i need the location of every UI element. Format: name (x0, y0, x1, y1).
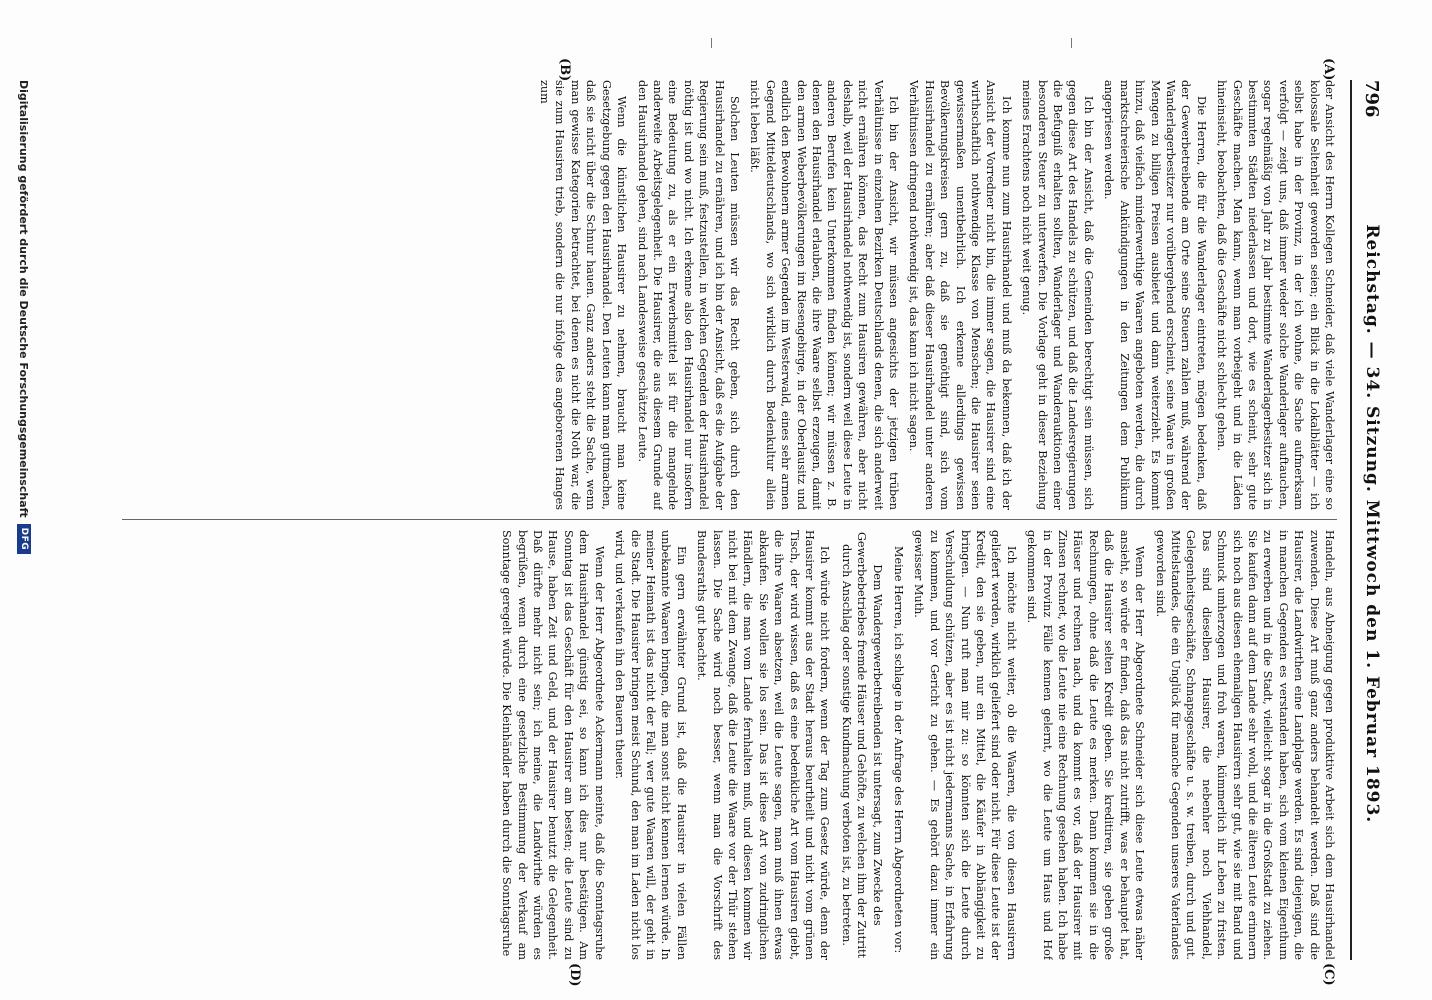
digitization-credit (11, 80, 37, 960)
credit-text: Digitalisierung gefördert durch die Deutsche Forschungsgemeinschaft (17, 80, 31, 518)
paragraph: der Ansicht des Herrn Kollegen Schneider, daß viele Wanderlager eine so kolossale Seltenheit geworden seien; ein Blick in die Lokalblätter — ich selbst habe in der Provinz, in der ich wohne, die Sache aufmerksam verfolgt — zeigt uns, daß immer wieder solche Wanderlager auftauchen, sogar regelmäßig von Jahr zu Jahr bestimmte Wanderlagerbesitzer sich in bestimmten Städten niederlassen und dort, wie es scheint, sehr gute Geschäfte machen. Man kann, wenn man vorbeigeht und in die Läden hineinsieht, beobachten, daß die Geschäfte nicht schlecht gehen. (1215, 80, 1336, 510)
paragraph: Ich bin der Ansicht, daß die Gemeinden berechtigt sein müssen, sich gegen diese Art des Handels zu schützen, und daß die Landesregierungen die Befugniß erhalten sollten, Wanderlager und Wanderauktionen einer besonderen Steuer zu unterwerfen. Die Vorlage geht in dieser Beziehung meines Erachtens noch nicht weit genug. (1020, 80, 1095, 510)
paragraph: Wenn der Herr Abgeordnete Ackermann meinte, daß die Sonntagsruhe dem Hausirhandel günstig sei, so kann ich dies nur bestätigen. Am Sonntag ist das Geschäft für den Hausirer am besten; die Leute sind zu Hause, haben Zeit und Geld, und der Hausirer benutzt die Gelegenheit. Daß dürfte mehr nicht sein; ich meine, die Landwirthe würden es begrüßen, wenn durch eine gesetzliche Bestimmung der Verkauf am Sonntage geregelt würde. Die Kleinhändler haben durch die Sonntagsruhe (500, 530, 606, 960)
dfg-logo-icon: DFG (17, 524, 31, 555)
margin-tick (711, 38, 712, 48)
paragraph: Wenn die künstlichen Hausirer zu nehmen, braucht man keine Gesetzgebung gegen den Hausirhandel. Den Leuten kann man gutmachen, daß sie nicht über die Schnur hauen. Ganz anders steht die Sache, wenn man gewisse Kategorien betrachtet, bei denen es nicht die Noth war, die sie zum Hausiren trieb, sondern die nur infolge des angeborenen Hanges zum (538, 80, 629, 510)
margin-marker-b: (B) (557, 58, 572, 82)
paragraph: Ich komme nun zum Hausirhandel und muß da bekennen, daß ich der Ansicht der Vorredner nicht bin, die immer sagen, die Hausirer sind eine wirthschaftlich nothwendige Klasse von Menschen; die Hausirer seien gewissermaßen unentbehrlich. Ich erkenne allerdings gewissen Bevölkerungskreisen gern zu, daß sie genöthigt sind, sich vom Hausirhandel zu ernähren; aber daß dieser Hausirhandel unter anderen Verhältnissen dringend nothwendig ist, das kann ich nicht sagen. (907, 80, 1013, 510)
right-column (122, 530, 1337, 960)
margin-marker-a: (A) (1321, 58, 1336, 81)
paragraph: Ich möchte nicht weiter, ob die Waaren, die von diesen Hausirern geliefert werden, wirklich geliefert sind oder nicht. Für diese Leute ist der Kredit, den sie geben, nur ein Mittel, die Käufer in Abhängigkeit zu bringen. — Nun ruft man mir zu: so könnten sich die Leute durch Verschuldung schützen, aber es ist nicht jedermanns Sache, in Erfahrung zu kommen, und vor Gericht zu gehen. — Es gehört dazu immer ein gewisser Muth. (912, 530, 1018, 960)
column-divider (122, 519, 1337, 520)
left-column (122, 80, 1337, 510)
page-header (1352, 80, 1392, 960)
paragraph: Ein gern erwähnter Grund ist, daß die Hausirer in vielen Fällen unbekannte Waaren bringen, die man sonst nicht kennen lernen würde. In meiner Heimath ist das nicht der Fall; wer gute Waaren will, der geht in die Stadt. Die Hausirer bringen meist Schund, den man im Laden nicht los wird, und verkaufen ihn den Bauern theuer. (613, 530, 688, 960)
margin-marker-c: (C) (1321, 963, 1336, 986)
paragraph: Die Herren, die für die Wanderlager eintreten, mögen bedenken, daß der Gewerbetreibende am Orte seine Steuern zahlen muß, während der Wanderlagerbesitzer nur vorübergehend erscheint, seine Waare in großen Mengen zu billigen Preisen ausbietet und dann weiterzieht. Es kommt hinzu, daß vielfach minderwerthige Waaren angeboten werden, die durch marktschreierische Ankündigungen in den Zeitungen dem Publikum angepriesen werden. (1102, 80, 1208, 510)
quoted-proposal: Dem Wandergewerbetreibenden ist untersagt, zum Zwecke des Gewerbebetriebes fremde Häuser und Gehöfte, zu welchen ihm der Zutritt durch Anschlag oder sonstige Kundmachung verboten ist, zu betreten. (839, 531, 884, 959)
page-title: Reichstag. — 34. Sitzung. Mittwoch den 1. Februar 1893. (1362, 224, 1382, 824)
paragraph: Ich würde nicht fordern, wenn der Tag zum Gesetz würde, denn der Hausirer kommt aus der Stadt heraus beurtheilt und nicht vom grünen Tisch, der wird wissen, daß es eine bedenkliche Art vom Hausiren giebt, die ihre Waaren absetzen, weil die Leute sagen, man muß ihnen etwas abkaufen. Sie wollen sie los sein. Das ist diese Art von zudringlichen Händlern, die man vom Lande fernhalten muß, und diesen kommen wir nicht bei mit dem Zwange, daß die Leute die Waare vor der Thür stehen lassen. Die Sache wird noch besser, wenn man die Vorschrift des Bundesraths gut beachtet. (695, 530, 832, 960)
margin-marker-d: (D) (567, 963, 582, 987)
paragraph: Meine Herren, ich schlage in der Anfrage des Herrn Abgeordneten vor: (892, 546, 906, 954)
page-number: 796 (1361, 80, 1383, 118)
paragraph: Ich bin der Ansicht, wir müssen angesichts der jetzigen trüben Verhältnisse in einzelnen Bezirken Deutschlands denen, die sich anderweit nicht ernähren können, das Recht zum Hausiren gewähren, aber nicht deshalb, weil der Hausirhandel nothwendig ist, sondern weil diese Leute in anderen Berufen kein Unterkommen finden können; wir müssen z. B. denen den Hausirhandel erlauben, die ihre Waare selbst erzeugen, damit den armen Weberbevölkerungen im Riesengebirge, in der Oberlausitz und endlich den Bewohnern armer Gegenden im Westerwald, eines sehr armen Gegend Mitteldeutschlands, wo sich wirklich durch Bodenkultur allein nicht leben läßt. (748, 80, 901, 510)
paragraph: Wenn der Herr Abgeordnete Schneider sich diese Leute etwas näher ansieht, so würde er finden, daß das nicht zutrifft, was er behauptet hat, daß die Hausirer selten Kredit geben. Sie kreditiren, sie geben große Rechnungen, ohne daß die Leute es merken. Dann kommen sie in die Häuser und rechnen nach, und da kommt es vor, daß der Hausirer mit Zinsen rechnet, wo die Leute nie eine Rechnung gesehen haben. Ich habe in der Provinz Fälle kennen gelernt, wo die Leute um Haus und Hof gekommen sind. (1025, 530, 1147, 960)
paragraph: Handeln, aus Abneigung gegen produktive Arbeit sich dem Hausirhandel zuwenden. Diese Art muß ganz anders behandelt werden. Daß sind die Hausirer, die Landwirthen eine Landplage werden. Es sind diejenigen, die in manchen Gegenden es verstanden haben, sich vom kleinen Eigenthum zu erwerben und in die Stadt, vielleicht sogar in die Großstadt zu ziehen. Sie kaufen dann auf dem Lande sehr wohl, und die älteren Leute erinnern sich noch aus diesen ehemaligen Hausirern sehr gut, wie sie mit Band und Schmuck umherzogen und froh waren, kümmerlich ihr Leben zu fristen. Das sind dieselben Hausirer, die nebenher noch Viehhandel, Gelegenheitsgeschäfte, Schnapsgeschäfte u. s. w. treiben, durch und gut. Mittelstandes, die ein Unglück für manche Gegenden unseres Vaterlandes geworden sind. (1153, 530, 1336, 960)
header-rule (1350, 80, 1352, 960)
margin-tick (1071, 38, 1072, 48)
paragraph: Solchen Leuten müssen wir das Recht geben, sich durch den Hausirhandel zu ernähren, und ich bin der Ansicht, daß es die Aufgabe der Regierung sein muß, festzustellen, in welchen Gegenden der Hausirhandel nöthig ist und wo nicht. Ich erkenne also den Hausirhandel nur insofern eine Bedeutung zu, als er ein Erwerbsmittel ist für die mangelnde anderweite Arbeitsgelegenheit. Die Hausirer, die aus diesem Grunde auf den Hausirhandel gehen, sind nach Landesweise geschätzte Leute. (635, 80, 741, 510)
